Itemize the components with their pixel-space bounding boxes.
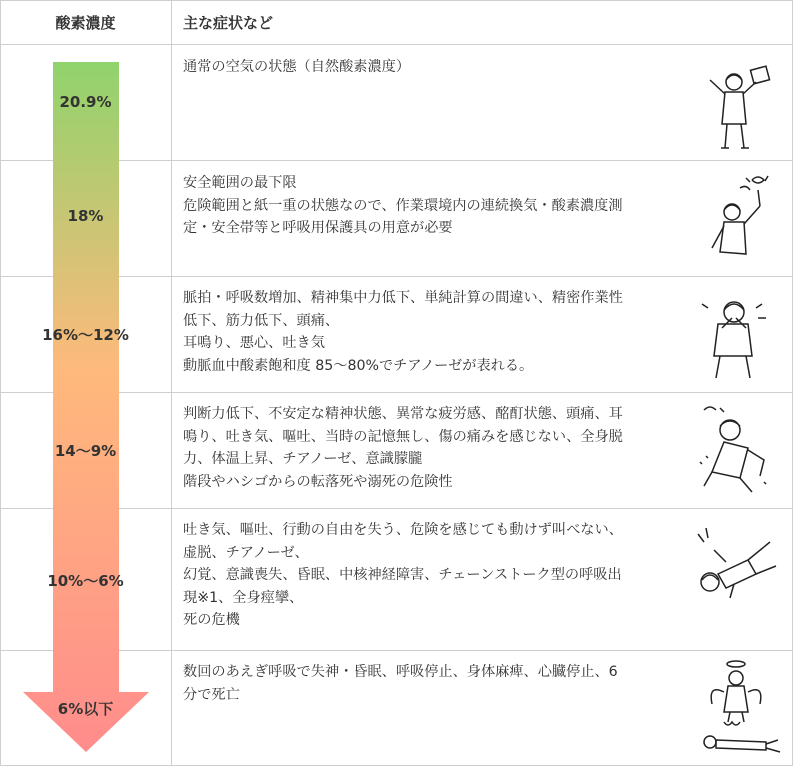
worker-dead-angel-icon <box>694 656 786 760</box>
oxygen-gradient-arrow <box>0 0 171 766</box>
symptom-line: 死の危機 <box>183 612 240 628</box>
symptom-line: 吐き気、嘔吐、行動の自由を失う、危険を感じても動けず叫べない、 <box>183 522 623 538</box>
level-14-9: 14〜9% <box>54 442 117 460</box>
symptom-line: 動脈血中酸素飽和度 85〜80%でチアノーゼが表れる。 <box>183 357 534 374</box>
worker-collapsing-icon <box>694 402 784 498</box>
symptom-line: 分で死亡 <box>183 686 240 703</box>
symptom-line: 脈拍・呼吸数増加、精神集中力低下、単純計算の間違い、精密作業性 <box>183 290 623 306</box>
column-divider <box>171 0 172 766</box>
worker-falling-icon <box>690 522 784 604</box>
symptom-line: 定・安全帯等と呼吸用保護具の用意が必要 <box>183 220 453 236</box>
worker-waving-paper-icon <box>692 62 784 154</box>
symptom-line: 通常の空気の状態（自然酸素濃度） <box>183 59 411 75</box>
symptom-line: 幻覚、意識喪失、昏眠、中核神経障害、チェーンストーク型の呼吸出 <box>183 567 622 583</box>
level-10-6: 10%〜6% <box>47 572 124 590</box>
header-symptoms: 主な症状など <box>183 13 274 32</box>
symptom-cell <box>183 403 683 493</box>
symptom-line: 判断力低下、不安定な精神状態、異常な疲労感、酩酊状態、頭痛、耳 <box>183 406 623 422</box>
level-18: 18% <box>67 207 104 225</box>
arrow-shape <box>23 62 149 752</box>
symptom-line: 階段やハシゴからの転落死や溺死の危険性 <box>183 473 453 490</box>
symptom-line: 虚脱、チアノーゼ、 <box>183 544 309 561</box>
level-6-below: 6%以下 <box>57 700 114 718</box>
symptom-cell <box>183 519 683 632</box>
level-16-12: 16%〜12% <box>42 326 129 344</box>
symptom-line: 現※1、全身痙攣、 <box>183 589 304 606</box>
worker-nauseous-icon <box>694 288 784 384</box>
symptom-line: 数回のあえぎ呼吸で失神・昏眠、呼吸停止、身体麻痺、心臓停止、6 <box>183 664 618 680</box>
worker-dizzy-icon <box>702 168 782 268</box>
symptom-cell <box>183 287 683 377</box>
header-oxygen-level: 酸素濃度 <box>55 13 116 32</box>
level-20-9: 20.9% <box>59 93 112 111</box>
symptom-cell <box>183 661 683 706</box>
symptom-line: 危険範囲と紙一重の状態なので、作業環境内の連続換気・酸素濃度測 <box>183 197 623 214</box>
symptom-cell <box>183 172 683 240</box>
symptom-line: 低下、筋力低下、頭痛、 <box>183 312 340 329</box>
symptom-line: 力、体温上昇、チアノーゼ、意識朦朧 <box>183 451 423 467</box>
symptom-line: 鳴り、吐き気、嘔吐、当時の記憶無し、傷の痛みを感じない、全身脱 <box>183 428 623 445</box>
symptom-line: 安全範囲の最下限 <box>183 175 297 191</box>
symptom-cell <box>183 56 683 79</box>
symptom-line: 耳鳴り、悪心、吐き気 <box>183 335 325 351</box>
